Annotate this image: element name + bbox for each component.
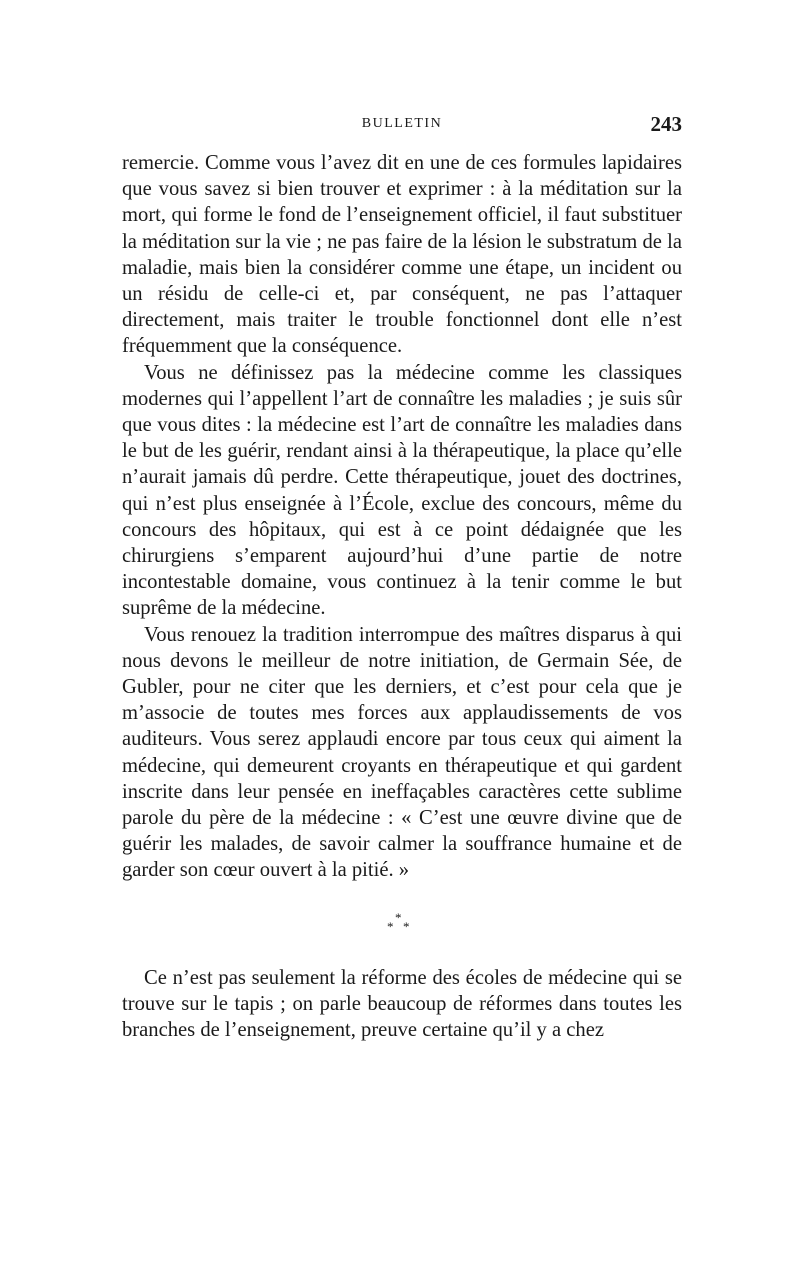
paragraph: remercie. Comme vous l’avez dit en une de ces formules lapidaires que vous savez si bien trouver et exprimer : à la méditation sur la mort, qui forme le fond de l’enseignement officiel, il faut substituer la méditation sur la vie ; ne pas faire de la lésion le substratum de la maladie, mais bien la considérer comme une étape, un incident ou un résidu de celle-ci et, par conséquent, ne pas l’attaquer directement, mais traiter le trouble fonctionnel dont elle n’est fréquemment que la conséquence. bbox=[122, 152, 682, 358]
asterism-separator bbox=[385, 911, 415, 937]
running-header bbox=[122, 112, 682, 140]
asterisk-icon: * bbox=[387, 919, 394, 934]
page-number: 243 bbox=[650, 112, 682, 136]
paragraph: Vous renouez la tradition interrompue des maîtres disparus à qui nous devons le meilleur de notre initiation, de Germain Sée, de Gubler, pour ne citer que les derniers, et c’est pour cela que je m’associe de toutes mes forces aux applaudissements de vos auditeurs. Vous serez applaudi encore par tous ceux qui aiment la médecine, qui demeurent croyants en thérapeutique et qui gardent inscrite dans leur pensée en ineffaçables caractères cette sublime parole du père de la médecine : « C’est une œuvre divine que de guérir les malades, de savoir calmer la souffrance humaine et de garder son cœur ouvert à la pitié. » bbox=[122, 623, 682, 882]
body-text bbox=[122, 150, 682, 884]
asterisk-icon: * bbox=[403, 919, 410, 934]
asterisk-icon: * bbox=[395, 910, 402, 925]
paragraph: Ce n’est pas seulement la réforme des écoles de médecine qui se trouve sur le tapis ; on parle beaucoup de réformes dans toutes les branches de l’enseignement, preuve certaine qu’il y a chez bbox=[122, 967, 682, 1042]
body-text-continued bbox=[122, 965, 682, 1044]
running-title: BULLETIN bbox=[361, 116, 443, 131]
paragraph: Vous ne définissez pas la médecine comme les classiques modernes qui l’appellent l’art de connaître les maladies ; je suis sûr que vous dites : la médecine est l’art de connaître les maladies dans le but de les guérir, rendant ainsi à la thérapeutique, la place qu’elle n’aurait jamais dû perdre. Cette thérapeutique, jouet des doctrines, qui n’est plus enseignée à l’École, exclue des concours, même du concours des hôpitaux, qui est à ce point dédaignée que les chirurgiens s’emparent aujourd’hui d’une partie de notre incontestable domaine, vous continuez à la tenir comme le but suprême de la médecine. bbox=[122, 361, 682, 620]
